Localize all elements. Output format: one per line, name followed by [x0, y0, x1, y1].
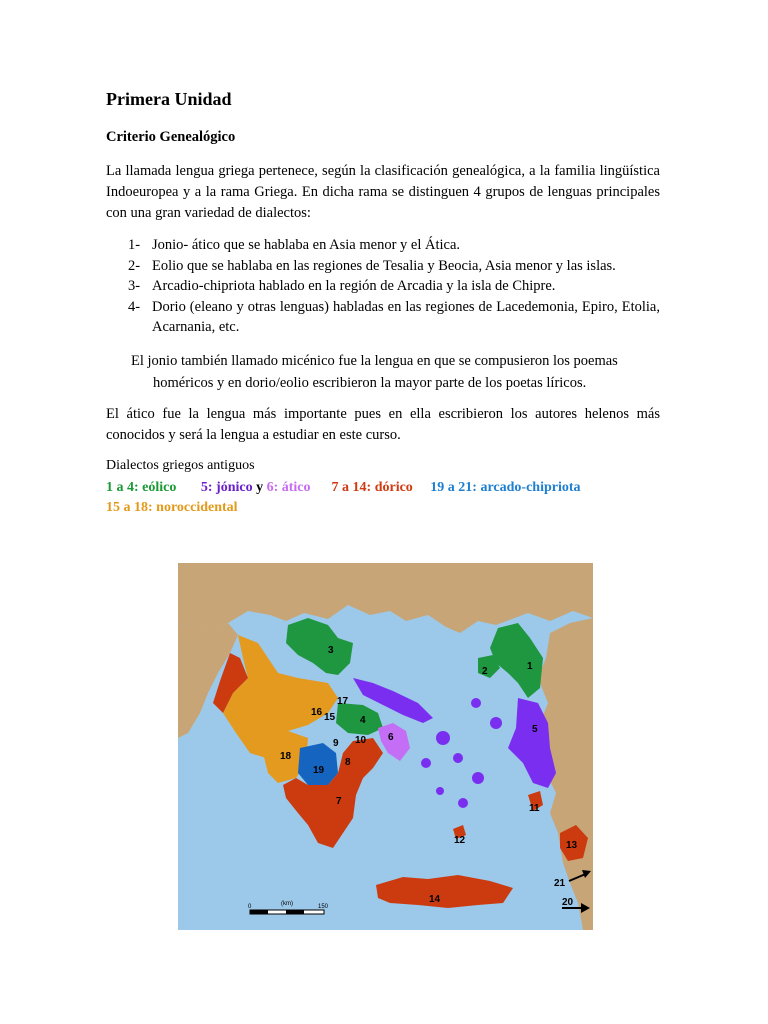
- jonio-paragraph-line-2: homéricos y en dorio/eolio escribieron la mayor parte de los poetas líricos.: [153, 375, 587, 391]
- map-label-11: 11: [529, 803, 540, 814]
- list-item-text: Eolio que se hablaba en las regiones de Tesalia y Beocia, Asia menor y las islas.: [152, 257, 616, 274]
- map-label-2: 2: [482, 666, 488, 677]
- map-legend: [106, 478, 666, 518]
- map-label-15: 15: [324, 712, 336, 723]
- jonio-paragraph: [131, 350, 671, 394]
- map-label-20: 20: [562, 897, 574, 908]
- map-caption: Dialectos griegos antiguos: [106, 458, 255, 473]
- scale-label-zero: 0: [248, 904, 252, 910]
- map-label-18: 18: [280, 751, 292, 762]
- legend-dorico: 7 a 14: dórico: [331, 480, 413, 495]
- list-item: [106, 297, 660, 338]
- list-item: [106, 276, 660, 297]
- atico-paragraph: El ático fue la lengua más importante pues en ella escribieron los autores helenos más conocidos y será la lengua a estudiar en este curso.: [106, 406, 660, 443]
- map-label-17: 17: [337, 696, 349, 707]
- list-item: [106, 256, 660, 277]
- legend-eolico: 1 a 4: eólico: [106, 480, 177, 495]
- jonio-paragraph-line-1: El jonio también llamado micénico fue la lengua en que se compusieron los poemas: [131, 353, 618, 369]
- island-jonico: [453, 753, 463, 763]
- island-jonico: [490, 717, 502, 729]
- map-label-21: 21: [554, 878, 566, 889]
- island-jonico: [472, 772, 484, 784]
- intro-paragraph: La llamada lengua griega pertenece, según la clasificación genealógica, a la familia lingüística Indoeuropea y a la rama Griega. En dicha rama se distinguen 4 grupos de lenguas principales con una gran variedad de dialectos:: [106, 163, 660, 221]
- map-label-7: 7: [336, 796, 342, 807]
- island-jonico: [421, 758, 431, 768]
- map-label-6: 6: [388, 732, 394, 743]
- island-jonico: [436, 731, 450, 745]
- legend-noroccidental: 15 a 18: noroccidental: [106, 500, 238, 515]
- map-label-16: 16: [311, 707, 323, 718]
- map-label-1: 1: [527, 661, 533, 672]
- legend-arcado: 19 a 21: arcado-chipriota: [430, 480, 581, 495]
- dialect-groups-list: [106, 235, 660, 338]
- section-title: Criterio Genealógico: [106, 129, 236, 145]
- map-label-14: 14: [429, 894, 441, 905]
- page-title: Primera Unidad: [106, 89, 232, 109]
- list-item-number: 2-: [128, 257, 141, 274]
- dialect-map: [178, 563, 593, 930]
- map-label-13: 13: [566, 840, 578, 851]
- list-item-text: Dorio (eleano y otras lenguas) habladas en las regiones de Lacedemonia, Epiro, Etolia, Acarnania, etc.: [152, 298, 660, 335]
- map-label-3: 3: [328, 645, 334, 656]
- island-jonico: [471, 698, 481, 708]
- island-jonico: [458, 798, 468, 808]
- list-item: [106, 235, 660, 256]
- island-jonico: [436, 787, 444, 795]
- map-label-12: 12: [454, 835, 466, 846]
- list-item-text: Arcadio-chipriota hablado en la región de Arcadia y la isla de Chipre.: [152, 278, 556, 294]
- dialect-map-svg: [178, 563, 593, 930]
- legend-jonico: 5: jónico: [200, 480, 253, 495]
- scale-label-end: 150: [318, 904, 329, 910]
- list-item-number: 3-: [128, 278, 141, 294]
- map-label-19: 19: [313, 765, 325, 776]
- legend-and: y: [256, 480, 264, 495]
- map-label-5: 5: [532, 724, 538, 735]
- list-item-text: Jonio- ático que se hablaba en Asia menor y el Ática.: [152, 237, 461, 253]
- list-item-number: 1-: [128, 237, 141, 253]
- map-label-9: 9: [333, 738, 339, 749]
- map-label-4: 4: [360, 715, 366, 726]
- list-item-number: 4-: [128, 298, 141, 315]
- scale-label-unit: (km): [281, 901, 293, 907]
- map-label-8: 8: [345, 757, 351, 768]
- map-label-10: 10: [355, 735, 367, 746]
- legend-atico: 6: ático: [266, 480, 311, 495]
